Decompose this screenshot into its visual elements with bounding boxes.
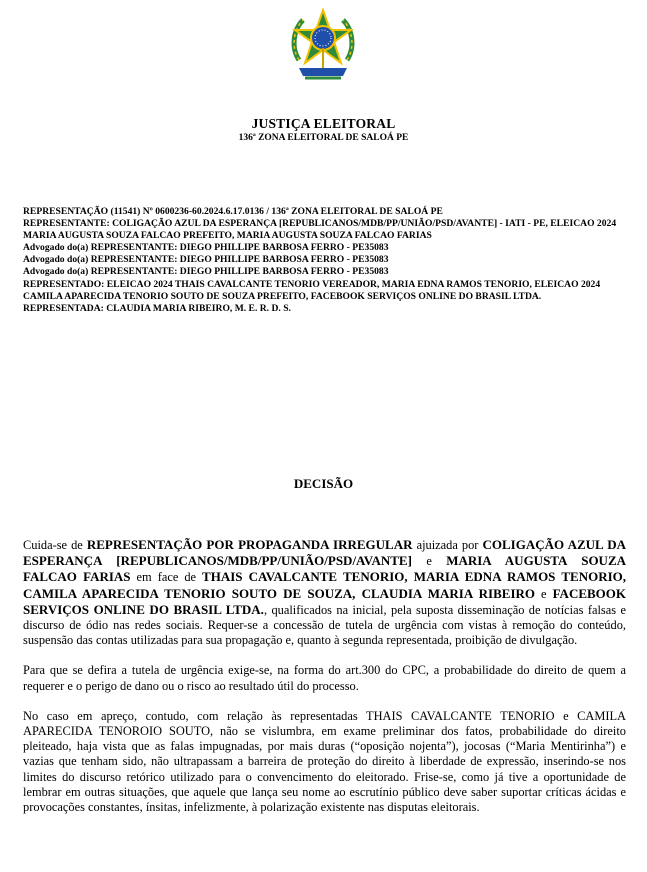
paragraph-bold-text: MARIA AUGUSTA SOUZA FALCAO FARIAS [23,553,626,585]
paragraph-text: e [535,586,553,601]
paragraph-bold-text: COLIGAÇÃO AZUL DA ESPERANÇA [REPUBLICANOS/MDB/PP/UNIÃO/PSD/AVANTE] [23,537,626,569]
paragraph-text: Cuida-se de [23,538,87,552]
court-title: JUSTIÇA ELEITORAL [251,116,396,131]
paragraph-text: e [411,554,447,569]
case-number-line: REPRESENTAÇÃO (11541) Nº 0600236-60.2024.6.17.0136 / 136ª ZONA ELEITORAL DE SALOÁ PE [23,206,443,217]
court-subtitle: 136ª ZONA ELEITORAL DE SALOÁ PE [238,133,409,143]
paragraph-bold-text: THAIS CAVALCANTE TENORIO, MARIA EDNA RAMOS TENORIO, CAMILA APARECIDA TENORIO SOUTO DE SOUZA, CLAUDIA MARIA RIBEIRO [23,569,626,601]
paragraph-bold-text: REPRESENTAÇÃO POR PROPAGANDA IRREGULAR [86,537,413,552]
paragraph [23,537,626,648]
paragraph: Para que se defira a tutela de urgência exige-se, na forma do art.300 do CPC, a probabilidade do direito de quem a requerer e o perigo de dano ou o risco ao resultado útil do processo. [23,663,626,693]
lawyer-line: Advogado do(a) REPRESENTANTE: DIEGO PHILLIPE BARBOSA FERRO - PE35083 [23,242,389,254]
decision-body [23,537,626,830]
defendant-line: REPRESENTADA: CLAUDIA MARIA RIBEIRO, M. E. R. D. S. [23,302,291,314]
paragraph-text: , qualificados na inicial, pela suposta disseminação de notícias falsas e discurso de ódio nas redes sociais. Requer-se a concessão de tutela de urgência com vistas à remoção do conteúdo, suspensão das contas utilizadas para sua propagação e, quanto à segunda representada, proibição de divulgação. [23,602,626,648]
defendant-line: REPRESENTADO: ELEICAO 2024 THAIS CAVALCANTE TENORIO VEREADOR, MARIA EDNA RAMOS TENORIO, ELEICAO 2024 CAMILA APARECIDA TENORIO SOUTO DE SOUZA PREFEITO, FACEBOOK SERVIÇOS ONLINE DO BRASIL LTDA. [23,278,603,302]
decision-title: DECISÃO [293,476,354,491]
coat-of-arms-emblem [289,8,357,84]
paragraph: No caso em apreço, contudo, com relação às representadas THAIS CAVALCANTE TENORIO e CAMILA APARECIDA TENOROIO SOUTO, não se vislumbra, em exame preliminar dos fatos, probabilidade do direito pleiteado, haja vista que as falas impugnadas, por mais duras (“oposição nojenta”), jocosas (“Maria Mentirinha”) e vazias que tenham sido, não ultrapassam a barreira de proteção do direito à liberdade de expressão, inserindo-se nos limites do discurso retórico utilizado para o convencimento do eleitorado. Frise-se, como já tive a oportunidade de lembrar em outras situações, que aquele que lança seu nome ao escrutínio público deve saber suportar críticas ácidas e provocações constantes, ínsitas, infelizmente, à polarização existente nas disputas eleitorais. [23,708,626,815]
paragraph-text: ajuizada por [412,538,483,552]
lawyer-line: Advogado do(a) REPRESENTANTE: DIEGO PHILLIPE BARBOSA FERRO - PE35083 [23,254,389,266]
case-header [23,206,626,315]
plaintiff-line: REPRESENTANTE: COLIGAÇÃO AZUL DA ESPERANÇA [REPUBLICANOS/MDB/PP/UNIÃO/PSD/AVANTE] - IATI - PE, ELEICAO 2024 MARIA AUGUSTA SOUZA FALCAO PREFEITO, MARIA AUGUSTA SOUZA FALCAO FARIAS [23,218,619,242]
lawyer-line: Advogado do(a) REPRESENTANTE: DIEGO PHILLIPE BARBOSA FERRO - PE35083 [23,266,389,278]
paragraph-bold-text: FACEBOOK SERVIÇOS ONLINE DO BRASIL LTDA. [23,585,627,617]
paragraph-text: em face de [130,570,203,585]
